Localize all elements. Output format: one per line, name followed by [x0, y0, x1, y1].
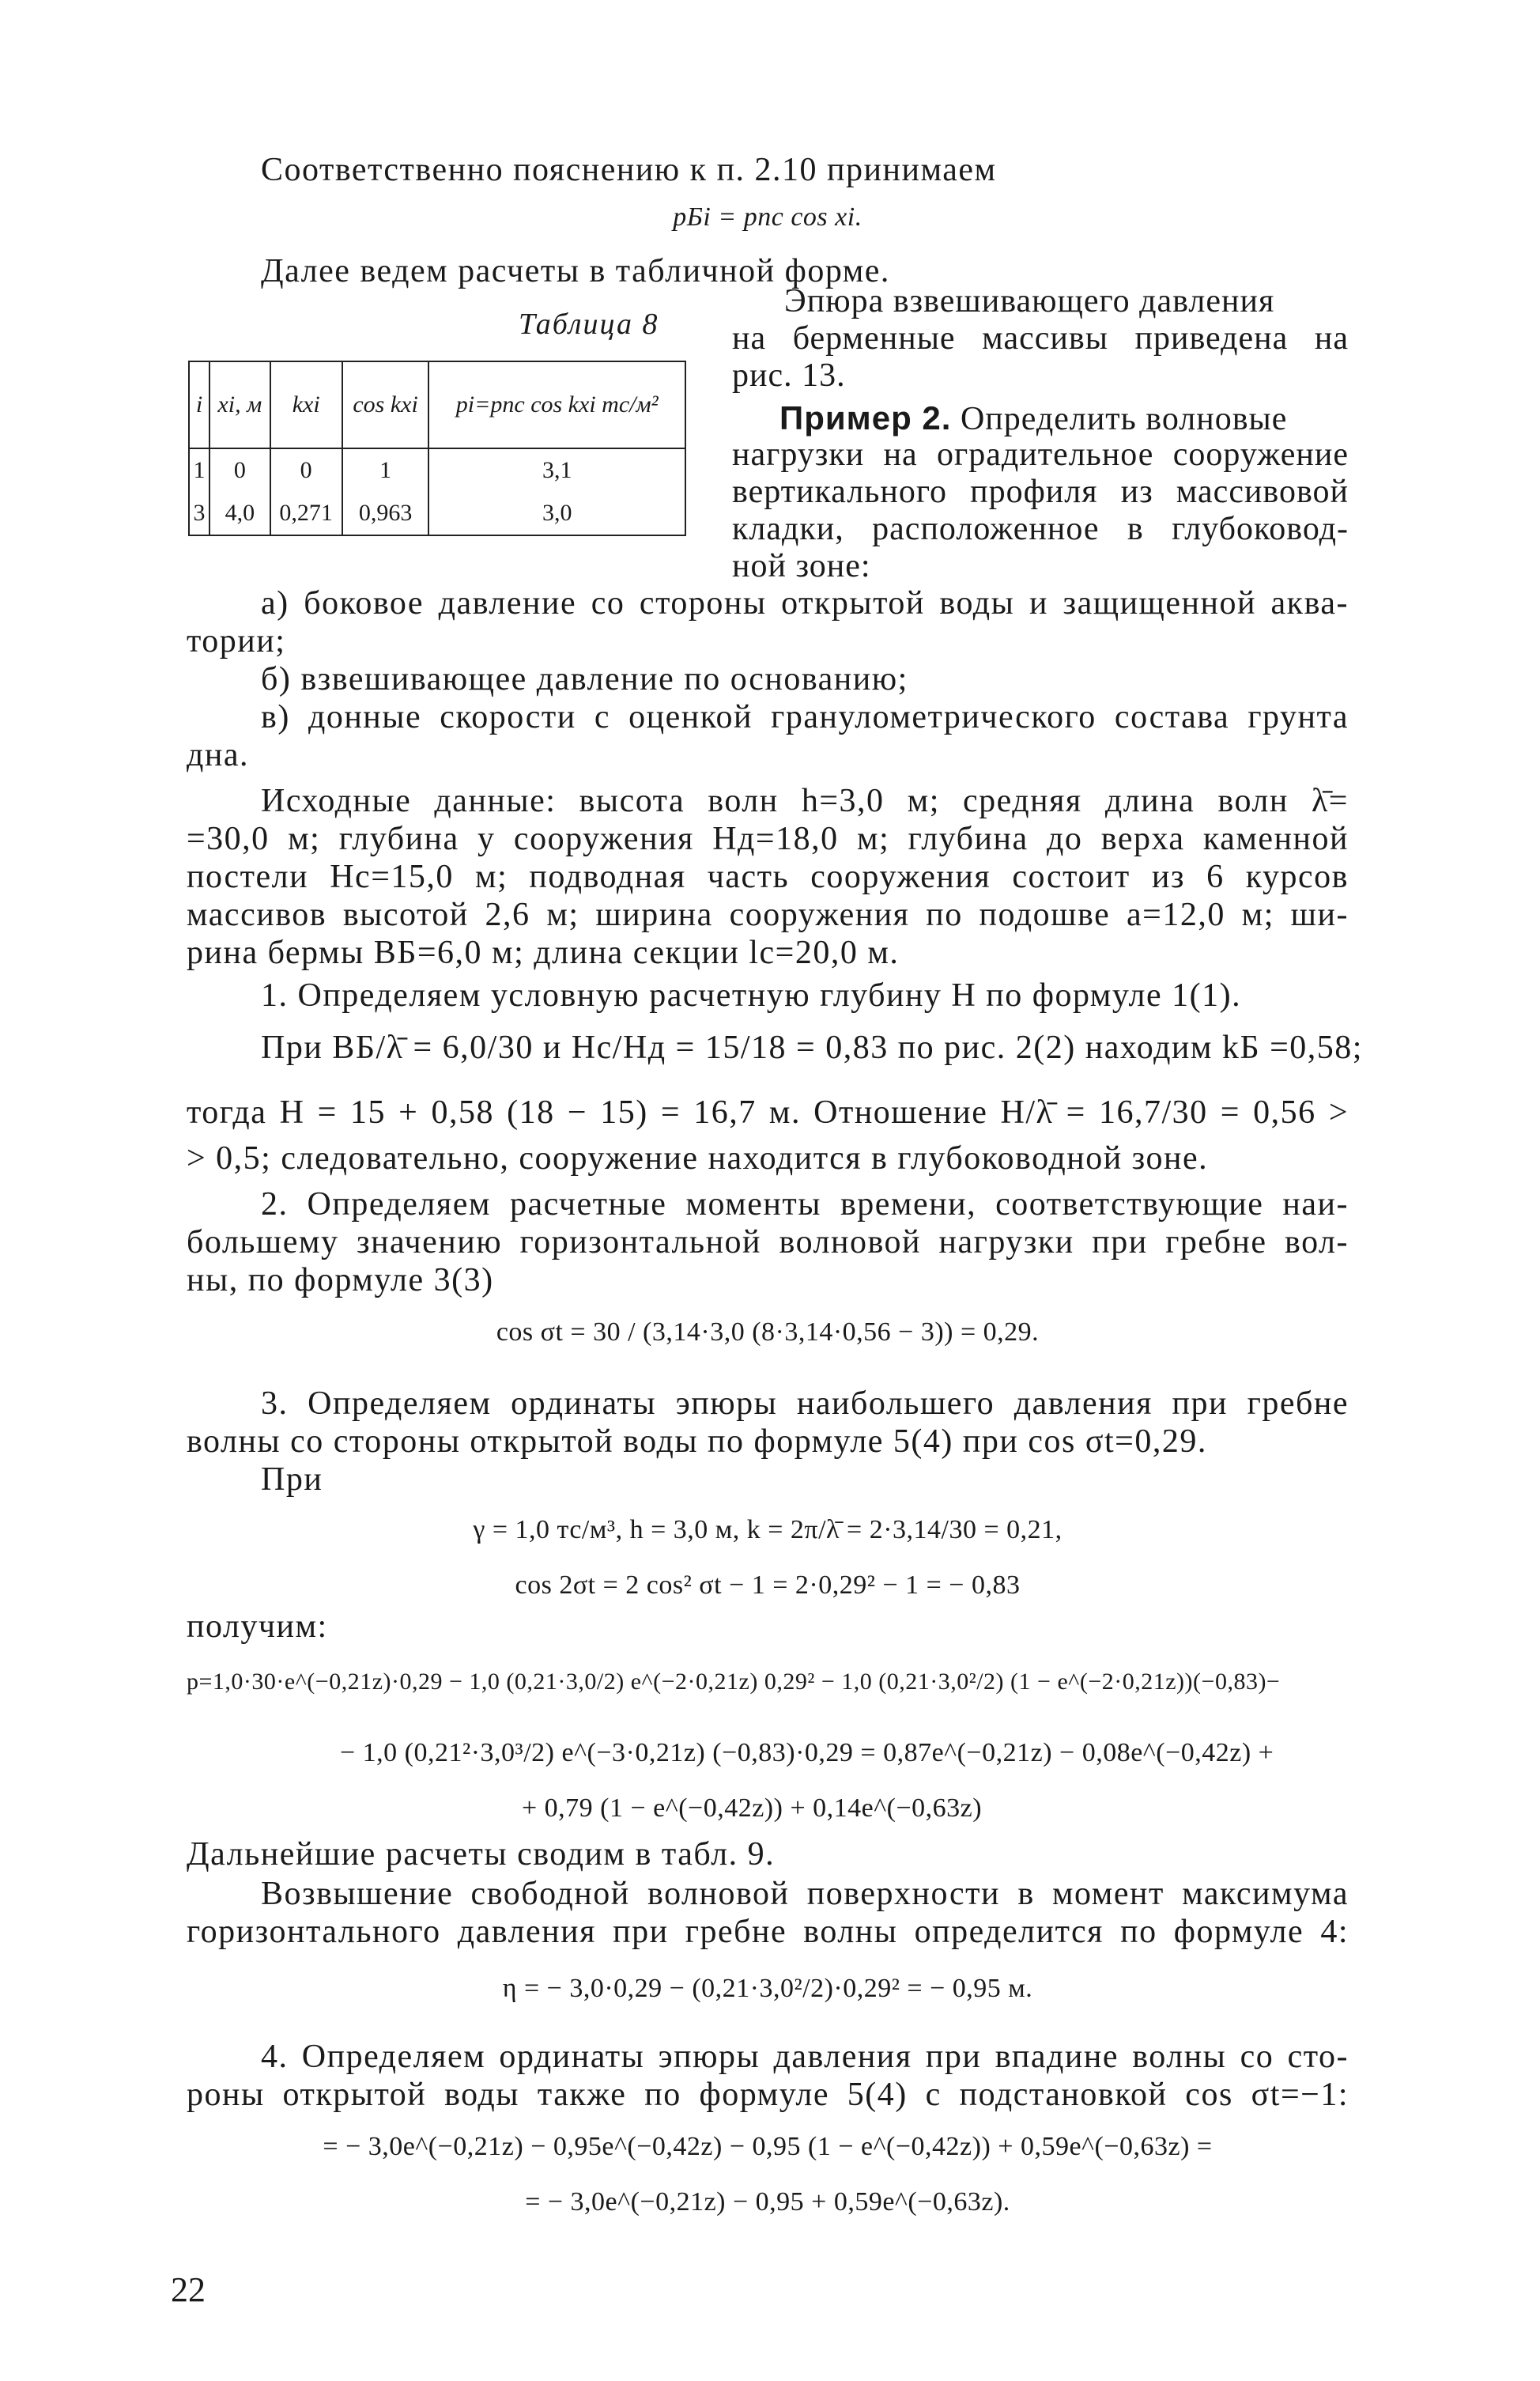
formula: − 1,0 (0,21²·3,0³/2) e^(−3·0,21z) (−0,83)·0,29 = 0,87e^(−0,21z) − 0,08e^(−0,42z) +: [340, 1738, 1274, 1767]
formula: cos 2σt = 2 cos² σt − 1 = 2·0,29² − 1 = − 0,83: [515, 1570, 1021, 1600]
formula: = − 3,0e^(−0,21z) − 0,95e^(−0,42z) − 0,95 (1 − e^(−0,42z)) + 0,59e^(−0,63z) =: [323, 2132, 1213, 2161]
table-cell: 0,963: [342, 492, 429, 535]
paragraph-line: волны со стороны открытой воды по формуле 5(4) при cos σt=0,29.: [187, 1423, 1207, 1460]
formula: + 0,79 (1 − e^(−0,42z)) + 0,14e^(−0,63z): [522, 1793, 983, 1823]
paragraph-line: ны, по формуле 3(3): [187, 1262, 494, 1298]
paragraph-line: 4. Определяем ординаты эпюры давления при впадине волны со сто-: [261, 2039, 1349, 2075]
paragraph-line: а) боковое давление со стороны открытой воды и защищенной аква-: [261, 585, 1349, 622]
paragraph-line: нагрузки на оградительное сооружение: [732, 437, 1349, 473]
example-heading: [732, 399, 1349, 438]
paragraph-line: рис. 13.: [732, 357, 846, 394]
formula: p=1,0·30·e^(−0,21z)·0,29 − 1,0 (0,21·3,0/2) e^(−2·0,21z) 0,29² − 1,0 (0,21·3,0²/2) (1 − e^(−2·0,21z))(−0,83)−: [187, 1669, 1281, 1695]
paragraph-line: тории;: [187, 623, 286, 659]
paragraph-line: При: [261, 1461, 323, 1498]
paragraph-line: Дальнейшие расчеты сводим в табл. 9.: [187, 1836, 776, 1873]
table-cell: 0: [209, 448, 270, 492]
table-8: [188, 361, 686, 536]
table-caption: Таблица 8: [519, 308, 659, 341]
paragraph-line: кладки, расположенное в глубоковод-: [732, 511, 1349, 547]
table-cell: 3,1: [428, 448, 685, 492]
table-cell: 4,0: [209, 492, 270, 535]
table-header-cell: cos kxi: [342, 361, 429, 448]
paragraph-line: > 0,5; следовательно, сооружение находится в глубоководной зоне.: [187, 1140, 1209, 1177]
paragraph-line: =30,0 м; глубина у сооружения Hд=18,0 м; глубина до верха каменной: [187, 821, 1349, 857]
paragraph-line: 3. Определяем ординаты эпюры наибольшего давления при гребне: [261, 1385, 1349, 1422]
table-header-cell: kxi: [270, 361, 342, 448]
paragraph-line: 1. Определяем условную расчетную глубину H по формуле 1(1).: [261, 977, 1242, 1014]
page-number: 22: [171, 2270, 206, 2309]
formula: = − 3,0e^(−0,21z) − 0,95 + 0,59e^(−0,63z).: [525, 2187, 1010, 2217]
formula: η = − 3,0·0,29 − (0,21·3,0²/2)·0,29² = − 0,95 м.: [502, 1974, 1033, 2003]
formula-line: тогда H = 15 + 0,58 (18 − 15) = 16,7 м. Отношение H/λ̄ = 16,7/30 = 0,56 >: [187, 1094, 1349, 1131]
paragraph-line: горизонтального давления при гребне волны определится по формуле 4:: [187, 1914, 1349, 1950]
formula: γ = 1,0 тс/м³, h = 3,0 м, k = 2π/λ̄ = 2·3,14/30 = 0,21,: [473, 1515, 1063, 1544]
table-cell: 1: [189, 448, 209, 492]
table-header-cell: pi=pпс cos kxi тс/м²: [428, 361, 685, 448]
paragraph-line: на берменные массивы приведена на: [732, 320, 1349, 357]
paragraph-line: ной зоне:: [732, 548, 871, 584]
table-cell: 1: [342, 448, 429, 492]
paragraph-line: Исходные данные: высота волн h=3,0 м; средняя длина волн λ̄=: [261, 783, 1349, 819]
paragraph-line: постели Hс=15,0 м; подводная часть сооружения состоит из 6 курсов: [187, 859, 1349, 895]
example-label: Пример 2.: [779, 399, 952, 437]
paragraph-line: дна.: [187, 737, 249, 773]
paragraph-line: в) донные скорости с оценкой гранулометрического состава грунта: [261, 699, 1349, 735]
paragraph-line: Определить волновые: [960, 401, 1288, 437]
paragraph-line: Далее ведем расчеты в табличной форме.: [261, 253, 890, 289]
paragraph-line: Возвышение свободной волновой поверхности в момент максимума: [261, 1876, 1349, 1912]
formula: cos σt = 30 / (3,14·3,0 (8·3,14·0,56 − 3)) = 0,29.: [496, 1317, 1040, 1347]
table-cell: 0: [270, 448, 342, 492]
table-header-cell: i: [189, 361, 209, 448]
paragraph-line: большему значению горизонтальной волновой нагрузки при гребне вол-: [187, 1224, 1349, 1260]
paragraph-line: Эпюра взвешивающего давления: [784, 283, 1275, 319]
paragraph-line: роны открытой воды также по формуле 5(4) с подстановкой cos σt=−1:: [187, 2077, 1349, 2113]
paragraph-line: 2. Определяем расчетные моменты времени, соответствующие наи-: [261, 1186, 1349, 1223]
formula-line: При BБ/λ̄ = 6,0/30 и Hс/Hд = 15/18 = 0,83 по рис. 2(2) находим kБ =0,58;: [261, 1030, 1363, 1066]
table-cell: 3: [189, 492, 209, 535]
table-header-cell: xi, м: [209, 361, 270, 448]
formula: pБi = pпс cos xi.: [673, 202, 862, 232]
paragraph-line: вертикального профиля из массивовой: [732, 474, 1349, 510]
table-cell: 3,0: [428, 492, 685, 535]
table-cell: 0,271: [270, 492, 342, 535]
paragraph-line: б) взвешивающее давление по основанию;: [261, 661, 908, 697]
paragraph-line: рина бермы BБ=6,0 м; длина секции lс=20,0 м.: [187, 935, 900, 971]
paragraph-line: массивов высотой 2,6 м; ширина сооружения по подошве a=12,0 м; ши-: [187, 897, 1349, 933]
paragraph-line: получим:: [187, 1608, 328, 1645]
paragraph-line: Соответственно пояснению к п. 2.10 принимаем: [261, 152, 997, 188]
